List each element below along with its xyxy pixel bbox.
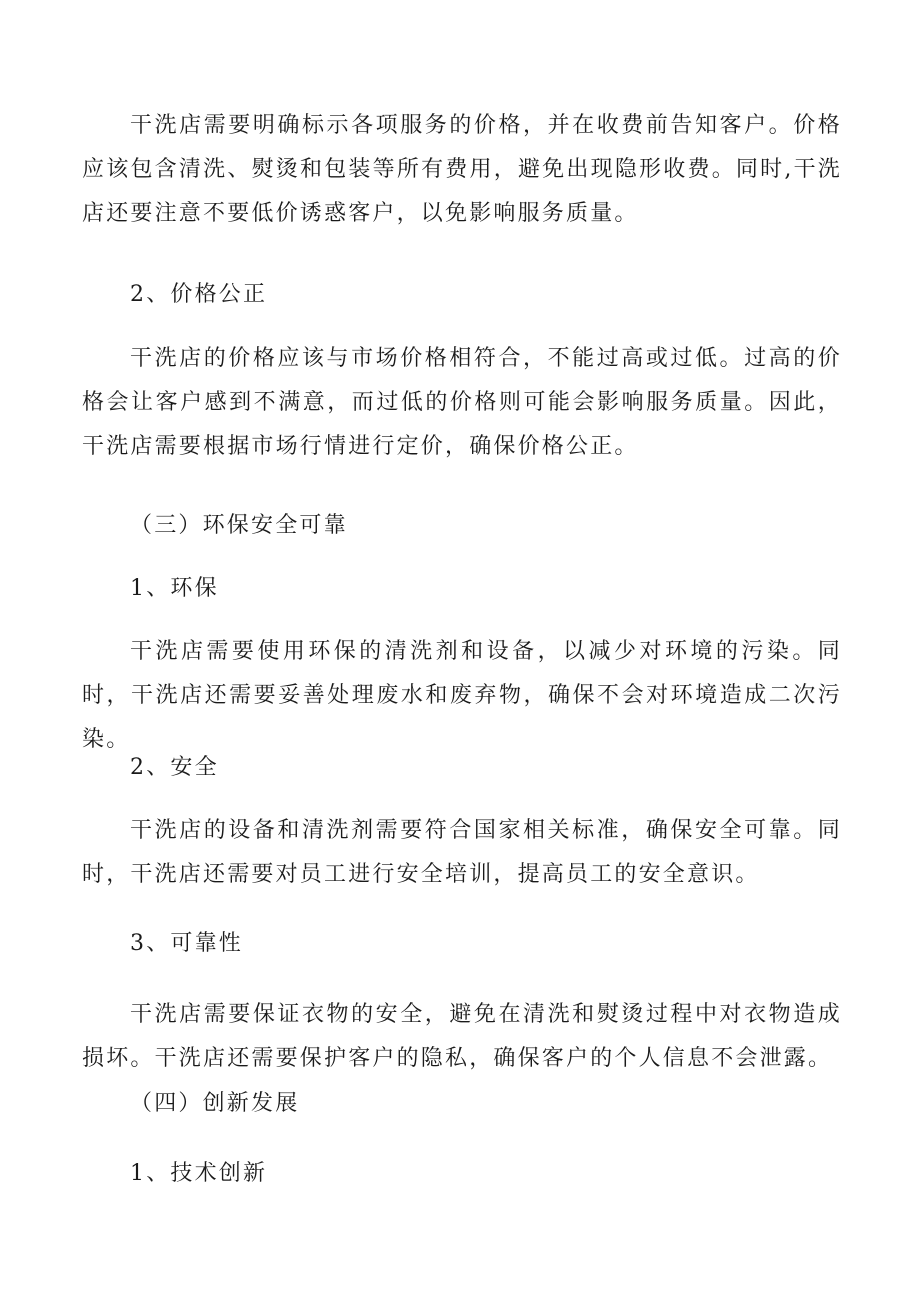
section-heading-innovation: （四）创新发展 (130, 1091, 300, 1116)
heading-price-fairness: 2、价格公正 (130, 282, 268, 307)
paragraph-price-fairness: 干洗店的价格应该与市场价格相符合，不能过高或过低。过高的价格会让客户感到不满意，而过低的价格则可能会影响服务质量。因此，干洗店需要根据市场行情进行定价，确保价格公正。 (82, 346, 842, 459)
paragraph-safety: 干洗店的设备和清洗剂需要符合国家相关标准，确保安全可靠。同时，干洗店还需要对员工进行安全培训，提高员工的安全意识。 (82, 818, 842, 887)
paragraph-eco: 干洗店需要使用环保的清洗剂和设备，以减少对环境的污染。同时，干洗店还需要妥善处理废水和废弃物，确保不会对环境造成二次污染。 (82, 639, 842, 752)
heading-reliability: 3、可靠性 (130, 931, 243, 956)
section-heading-eco-safety: （三）环保安全可靠 (130, 513, 348, 538)
heading-eco: 1、环保 (130, 576, 219, 601)
paragraph-price-transparency: 干洗店需要明确标示各项服务的价格，并在收费前告知客户。价格应该包含清洗、熨烫和包装等所有费用，避免出现隐形收费。同时,干洗店还要注意不要低价诱惑客户，以免影响服务质量。 (82, 113, 842, 226)
heading-safety: 2、安全 (130, 755, 219, 780)
paragraph-reliability: 干洗店需要保证衣物的安全，避免在清洗和熨烫过程中对衣物造成损坏。干洗店还需要保护客户的隐私，确保客户的个人信息不会泄露。 (82, 1002, 842, 1071)
heading-tech-innovation: 1、技术创新 (130, 1161, 268, 1186)
